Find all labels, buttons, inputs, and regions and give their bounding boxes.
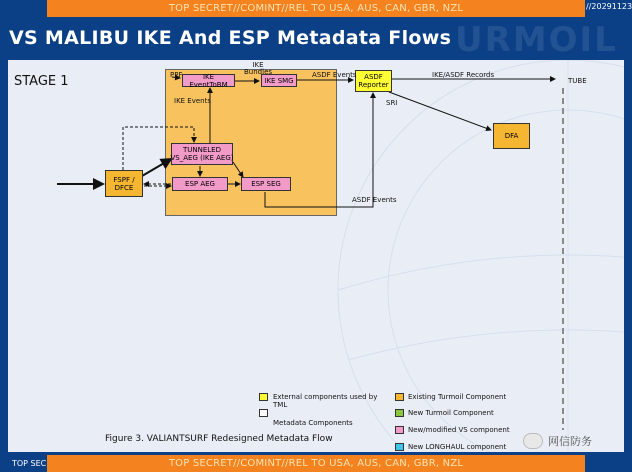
ike-asdf-records-label: IKE/ASDF Records <box>432 71 495 79</box>
legend-swatch-external <box>259 393 268 401</box>
classification-text-bottom: TOP SECRET//COMINT//REL TO USA, AUS, CAN, GBR, NZL <box>168 458 464 469</box>
sri-label: SRI <box>386 99 398 107</box>
asdf-events-top-label: ASDF Events <box>312 71 357 79</box>
legend-swatch-longhaul <box>395 443 404 451</box>
tube-label: TUBE <box>568 77 587 85</box>
legend-swatch-vs <box>395 426 404 434</box>
legend-label-longhaul: New LONGHAUL component <box>408 443 507 451</box>
figure-caption: Figure 3. VALIANTSURF Redesigned Metadata Flow <box>105 434 333 444</box>
esp-seg-box: ESP SEG <box>241 177 291 191</box>
bottom-left-fragment: TOP SEC <box>12 459 47 468</box>
top-right-code: //20291123 <box>586 2 632 11</box>
esp-aeg-box: ESP AEG <box>172 177 228 191</box>
asdf-events-bottom-label: ASDF Events <box>352 196 397 204</box>
legend-swatch-new-turmoil <box>395 409 404 417</box>
fspf-to-tunneled-arrow <box>142 159 171 176</box>
wechat-icon <box>523 433 543 449</box>
classification-banner-bottom <box>47 455 585 472</box>
asdf-to-dfa-arrow <box>389 92 491 130</box>
classification-text-top: TOP SECRET//COMINT//REL TO USA, AUS, CAN, GBR, NZL <box>168 3 464 14</box>
ike-smg-box: IKE SMG <box>261 74 297 87</box>
slide-title: VS MALIBU IKE And ESP Metadata Flows <box>9 27 452 49</box>
legend-swatch-metadata <box>259 409 268 417</box>
tunneled-to-espseg-arrow <box>233 162 243 177</box>
ike-bundles-label: IKE Bundles <box>244 61 273 76</box>
ppf-label: PPF <box>170 71 183 79</box>
legend-label-vs: New/modified VS component <box>408 426 510 434</box>
ike-events-label: IKE Events <box>174 97 212 105</box>
legend-label-metadata: Metadata Components <box>273 419 353 427</box>
tunneled-vs-aeg-box: TUNNELED VS_AEG (IKE AEG) <box>171 143 233 165</box>
background-word: URMOIL <box>455 20 618 60</box>
watermark-text: 网信防务 <box>548 435 592 448</box>
legend-label-external: External components used by TML <box>273 393 378 409</box>
stage-label: STAGE 1 <box>14 74 69 89</box>
dfa-box: DFA <box>493 123 530 149</box>
ike-eventtobm-box: IKE EventToBM <box>182 74 235 87</box>
legend-swatch-existing-turmoil <box>395 393 404 401</box>
asdf-reporter-box: ASDF Reporter <box>355 70 392 92</box>
legend-label-existing-turmoil: Existing Turmoil Component <box>408 393 507 401</box>
legend-label-new-turmoil: New Turmoil Component <box>408 409 494 417</box>
fspf-dfce-box: FSPF / DFCE <box>105 170 143 197</box>
